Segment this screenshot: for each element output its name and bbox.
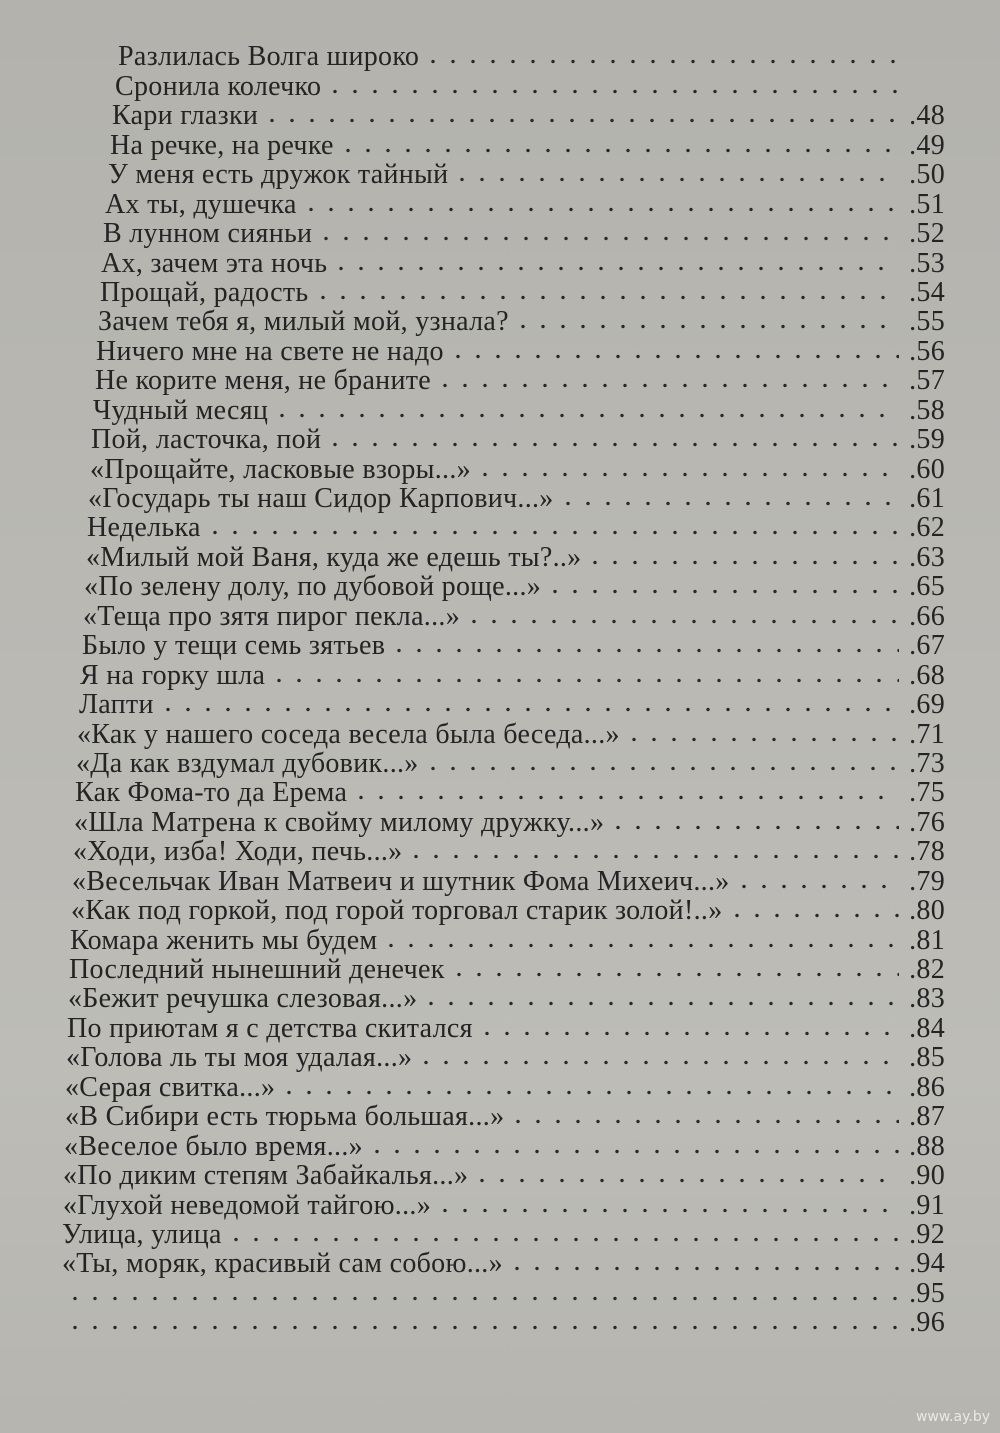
dot-leader <box>508 1119 899 1124</box>
toc-entry <box>60 307 945 336</box>
toc-entry-page-number: .63 <box>909 541 945 573</box>
toc-entry <box>60 1102 945 1131</box>
toc-entry-title: По приютам я с детства скитался <box>67 1012 473 1044</box>
toc-entry-title: «Бежит речушка слезовая...» <box>68 983 418 1015</box>
toc-entry <box>60 601 945 630</box>
toc-entry-page-number: .87 <box>909 1101 945 1133</box>
toc-entry-page-number: .96 <box>909 1307 945 1339</box>
toc-entry <box>60 837 945 866</box>
toc-entry-page-number: .86 <box>909 1071 945 1103</box>
toc-entry-title: «Как под горкой, под горой торговал старик золой!..» <box>71 895 723 927</box>
toc-entry-page-number: .52 <box>909 218 945 250</box>
toc-entry-page-number: .79 <box>909 865 945 897</box>
toc-entry-page-number: .83 <box>909 983 945 1015</box>
dot-leader <box>313 295 900 300</box>
toc-entry-page-number: .82 <box>909 954 945 985</box>
dot-leader <box>734 884 899 889</box>
toc-entry-title: «По диким степям Забайкалья...» <box>63 1160 469 1192</box>
toc-entry-title: Сронила колечко <box>115 70 322 102</box>
dot-leader <box>435 1208 899 1213</box>
dot-leader <box>423 59 899 64</box>
dot-leader <box>381 943 899 948</box>
toc-entry-title: Комара женить мы будем <box>70 924 378 956</box>
toc-entry-page-number: .62 <box>909 512 945 544</box>
toc-entry-page-number: .90 <box>909 1160 945 1192</box>
toc-entry <box>60 189 945 218</box>
toc-entry <box>60 719 945 748</box>
toc-entry <box>60 454 945 483</box>
toc-entry <box>60 248 945 277</box>
toc-entry <box>60 807 945 836</box>
toc-entry-page-number: .85 <box>909 1042 945 1074</box>
toc-entry <box>60 160 945 189</box>
dot-leader <box>325 442 899 447</box>
dot-leader <box>406 854 899 859</box>
toc-entry <box>60 130 945 159</box>
dot-leader <box>464 619 899 624</box>
toc-entry-title: Улица, улица <box>62 1218 222 1250</box>
toc-entry-title: На речке, на речке <box>110 129 334 161</box>
toc-entry <box>60 1249 945 1278</box>
toc-entry <box>60 690 945 719</box>
toc-entry-title: Было у тещи семь зятьев <box>82 630 386 662</box>
table-of-contents <box>60 42 945 1337</box>
toc-entry-page-number: .49 <box>909 129 945 161</box>
dot-leader <box>65 1325 899 1330</box>
toc-entry-page-number: .76 <box>909 806 945 838</box>
toc-entry <box>60 1220 945 1249</box>
dot-leader <box>472 1178 899 1183</box>
toc-entry-page-number: .55 <box>909 306 945 338</box>
toc-entry-page-number: .58 <box>909 394 945 426</box>
toc-entry-title: «Веселое было время...» <box>64 1130 363 1162</box>
dot-leader <box>416 1060 899 1065</box>
toc-entry <box>60 749 945 778</box>
toc-entry-page-number: .94 <box>909 1248 945 1280</box>
toc-entry-page-number: .66 <box>909 600 945 632</box>
watermark: www.ay.by <box>915 1409 990 1425</box>
dot-leader <box>351 795 899 800</box>
dot-leader <box>513 324 899 329</box>
toc-entry-title: Как Фома-то да Ерема <box>75 777 348 809</box>
toc-entry-page-number: .80 <box>909 895 945 927</box>
toc-entry-page-number: .73 <box>909 747 945 779</box>
toc-entry-page-number: .84 <box>909 1012 945 1044</box>
toc-entry-page-number: .78 <box>909 836 945 868</box>
dot-leader <box>585 560 899 565</box>
toc-entry-title: Лапти <box>79 689 154 721</box>
toc-entry-title: Ничего мне на свете не надо <box>96 335 444 367</box>
toc-entry <box>60 1278 945 1307</box>
toc-entry <box>60 1043 945 1072</box>
toc-entry-page-number: .75 <box>909 777 945 809</box>
dot-leader <box>389 648 899 653</box>
dot-leader <box>367 1149 899 1154</box>
toc-entry-title: «Прощайте, ласковые взоры...» <box>90 453 471 485</box>
dot-leader <box>205 530 899 535</box>
dot-leader <box>331 266 899 271</box>
toc-entry-page-number: .95 <box>909 1277 945 1309</box>
toc-entry-title: Разлилась Волга широко <box>118 41 420 73</box>
dot-leader <box>301 207 899 212</box>
toc-entry-page-number: .54 <box>909 276 945 308</box>
toc-entry-page-number: .57 <box>909 365 945 397</box>
toc-entry <box>60 631 945 660</box>
dot-leader <box>608 825 899 830</box>
dot-leader <box>449 972 899 977</box>
dot-leader <box>158 707 899 712</box>
toc-entry-page-number: .81 <box>909 924 945 956</box>
dot-leader <box>269 678 899 683</box>
dot-leader <box>727 913 900 918</box>
dot-leader <box>262 118 899 123</box>
toc-entry <box>60 1131 945 1160</box>
dot-leader <box>423 766 899 771</box>
toc-entry <box>60 425 945 454</box>
dot-leader <box>507 1266 899 1271</box>
toc-entry-title: Прощай, радость <box>100 276 309 308</box>
toc-entry <box>60 1190 945 1219</box>
dot-leader <box>448 354 899 359</box>
toc-entry <box>60 896 945 925</box>
toc-entry <box>60 984 945 1013</box>
toc-entry <box>60 71 945 100</box>
toc-entry-title: «Да как вздумал дубовик...» <box>76 747 419 779</box>
toc-entry <box>60 42 945 71</box>
toc-entry-title: Ах ты, душечка <box>105 188 297 220</box>
toc-entry-page-number: .50 <box>909 159 945 191</box>
dot-leader <box>316 236 899 241</box>
toc-entry-title: «Милый мой Ваня, куда же едешь ты?..» <box>86 541 582 573</box>
toc-entry-page-number: .61 <box>909 483 945 514</box>
toc-entry-title: Я на горку шла <box>80 659 266 691</box>
toc-entry-title: «Теща про зятя пирог пекла...» <box>83 600 460 632</box>
toc-entry-page-number: .51 <box>909 188 945 220</box>
toc-entry-page-number: .60 <box>909 453 945 485</box>
toc-entry-title: Пой, ласточка, пой <box>91 424 322 456</box>
toc-entry <box>60 660 945 689</box>
toc-entry-title: «Ты, моряк, красивый сам собою...» <box>62 1248 503 1280</box>
dot-leader <box>279 1090 899 1095</box>
toc-entry <box>60 778 945 807</box>
toc-entry-title: «По зелену долу, по дубовой роще...» <box>84 571 542 603</box>
toc-entry-title: Чудный месяц <box>93 394 269 426</box>
toc-entry <box>60 395 945 424</box>
toc-entry-page-number: .67 <box>909 630 945 662</box>
toc-entry-title: «Как у нашего соседа весела была беседа...» <box>77 718 620 750</box>
toc-entry-page-number: .56 <box>909 335 945 367</box>
toc-entry <box>60 572 945 601</box>
toc-entry-title: В лунном сияньи <box>103 218 313 250</box>
toc-entry-title: «Глухой неведомой тайгою...» <box>63 1189 432 1221</box>
toc-entry <box>60 925 945 954</box>
toc-entry-page-number: .65 <box>909 571 945 603</box>
toc-entry-title: «Государь ты наш Сидор Карпович...» <box>88 483 554 514</box>
toc-entry <box>60 484 945 513</box>
dot-leader <box>624 737 899 742</box>
toc-entry <box>60 513 945 542</box>
toc-entry-title: Ах, зачем эта ночь <box>101 247 328 279</box>
dot-leader <box>452 177 899 182</box>
toc-entry <box>60 366 945 395</box>
toc-entry <box>60 866 945 895</box>
toc-entry <box>60 336 945 365</box>
dot-leader <box>558 501 899 506</box>
toc-entry <box>60 1308 945 1337</box>
dot-leader <box>545 589 899 594</box>
toc-entry-title: «Шла Матрена к свойму милому дружку...» <box>74 806 605 838</box>
toc-entry-title: Кари глазки <box>112 100 259 132</box>
dot-leader <box>421 1001 899 1006</box>
toc-entry <box>60 101 945 130</box>
dot-leader <box>226 1237 899 1242</box>
toc-entry <box>60 278 945 307</box>
toc-entry <box>60 1013 945 1042</box>
dot-leader <box>475 472 899 477</box>
toc-entry-page-number: .88 <box>909 1130 945 1162</box>
toc-entry-page-number: .69 <box>909 689 945 721</box>
toc-entry-title: Неделька <box>87 512 201 544</box>
toc-entry <box>60 542 945 571</box>
toc-entry-title: Последний нынешний денечек <box>69 954 445 985</box>
toc-entry-title: Зачем тебя я, милый мой, узнала? <box>98 306 509 338</box>
toc-entry-page-number: .68 <box>909 659 945 691</box>
toc-entry-title: «Голова ль ты моя удалая...» <box>66 1042 413 1074</box>
toc-entry-title: «Ходи, изба! Ходи, печь...» <box>73 836 403 868</box>
toc-entry-title: «Весельчак Иван Матвеич и шутник Фома Михеич...» <box>72 865 730 897</box>
dot-leader <box>477 1031 899 1036</box>
toc-entry-page-number: .48 <box>909 100 945 132</box>
toc-entry-page-number: .59 <box>909 424 945 456</box>
dot-leader <box>435 383 899 388</box>
toc-entry-title: У меня есть дружок тайный <box>108 159 449 191</box>
dot-leader <box>338 148 899 153</box>
toc-entry <box>60 219 945 248</box>
toc-entry-title: Не корите меня, не браните <box>95 365 432 397</box>
toc-entry <box>60 1161 945 1190</box>
toc-entry-page-number: .91 <box>909 1189 945 1221</box>
dot-leader <box>325 89 899 94</box>
toc-entry-page-number: .71 <box>909 718 945 750</box>
toc-entry <box>60 955 945 984</box>
toc-entry-page-number: .92 <box>909 1218 945 1250</box>
dot-leader <box>65 1296 899 1301</box>
toc-entry-page-number: .53 <box>909 247 945 279</box>
toc-entry-title: «В Сибири есть тюрьма большая...» <box>65 1101 505 1133</box>
dot-leader <box>272 413 899 418</box>
toc-entry <box>60 1072 945 1101</box>
toc-entry-title: «Серая свитка...» <box>65 1071 276 1103</box>
